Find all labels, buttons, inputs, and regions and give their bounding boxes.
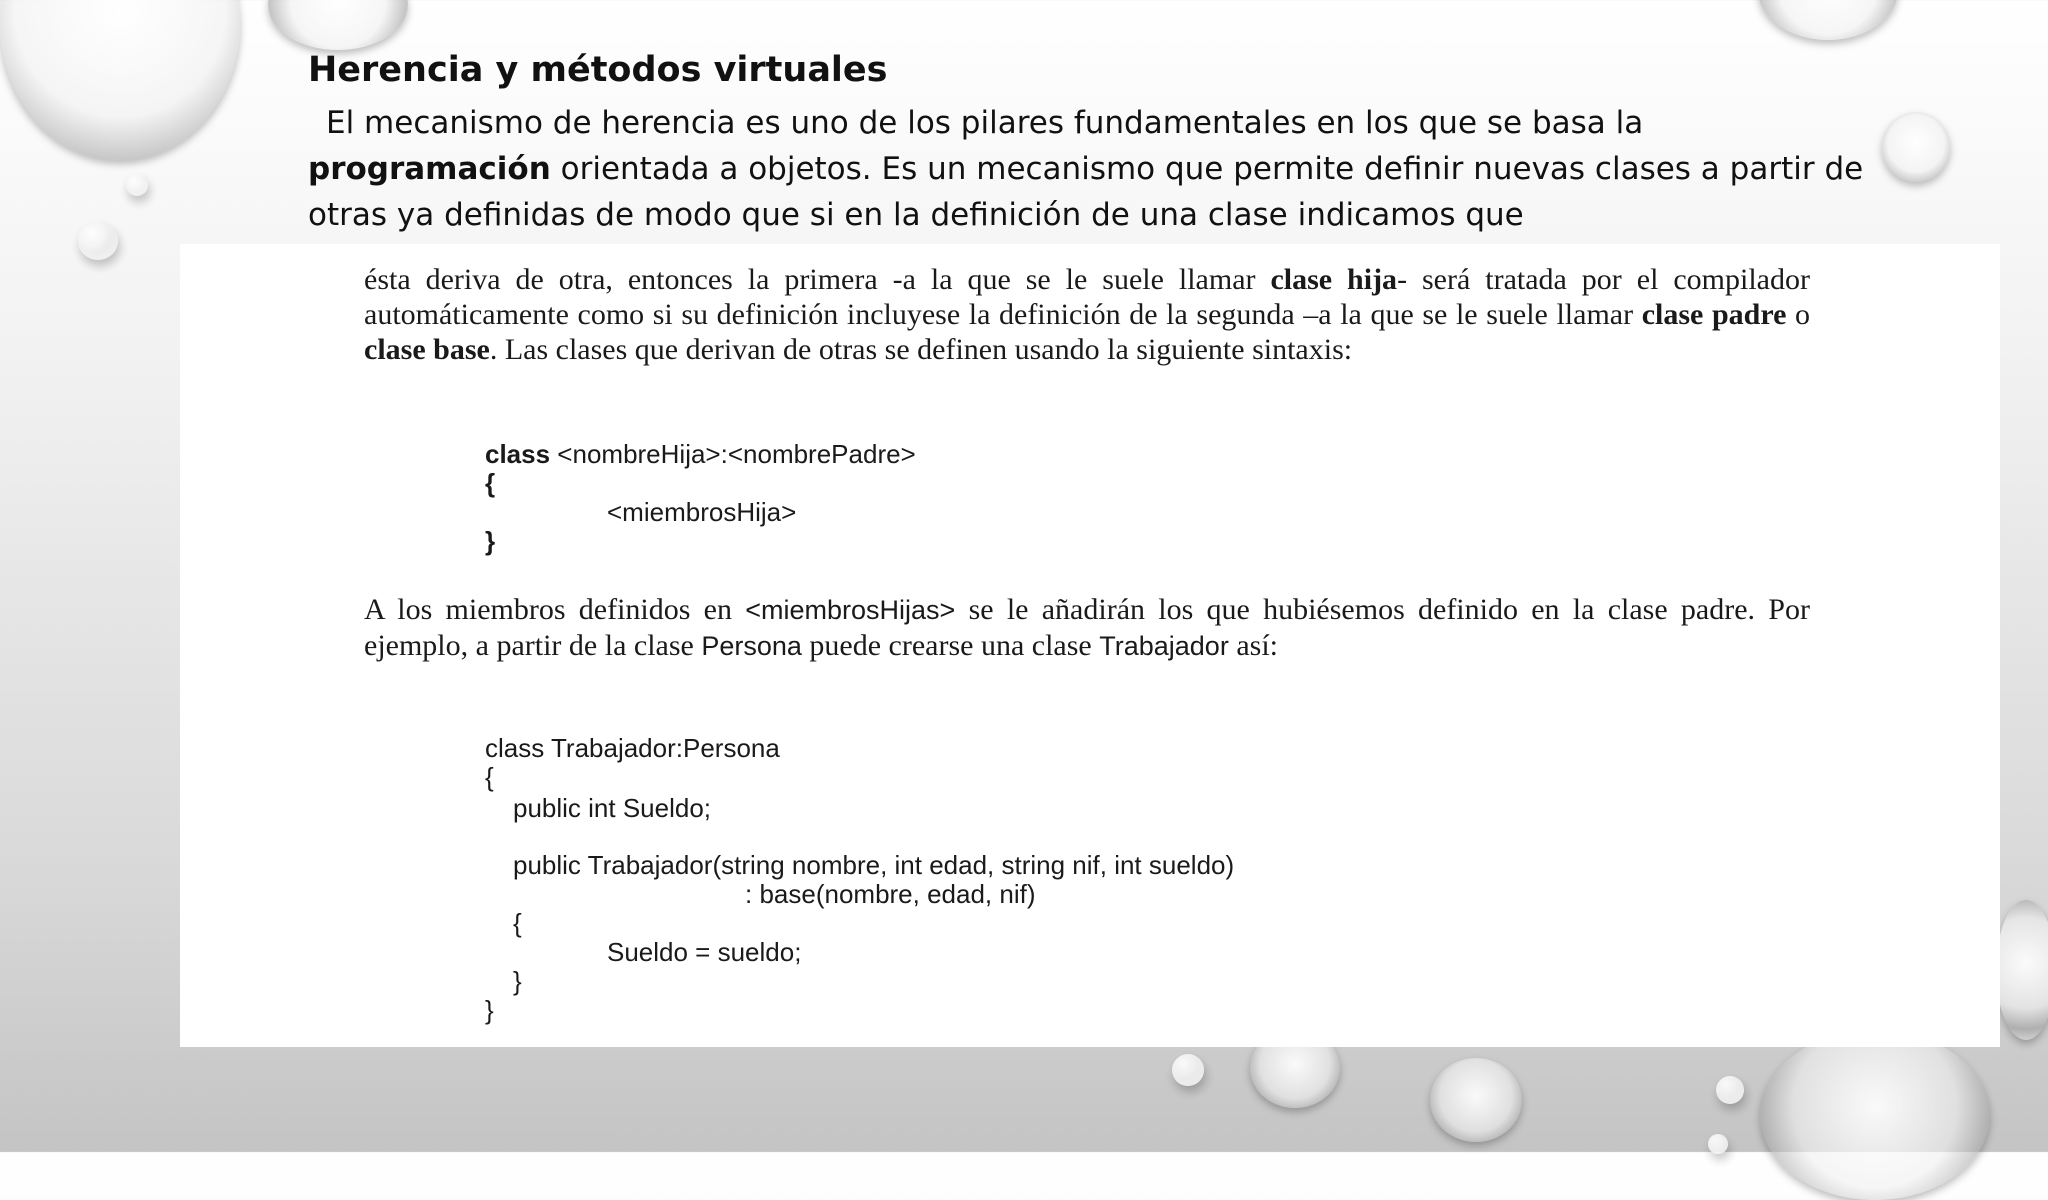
code-line: }: [513, 966, 522, 996]
scan-text: A los miembros definidos en: [364, 593, 746, 626]
syntax-code-block: [485, 440, 916, 556]
water-drop-decoration: [268, 0, 408, 50]
code-line: {: [485, 762, 494, 792]
water-drop-decoration: [78, 222, 118, 260]
intro-bold-term: programación: [308, 151, 551, 187]
intro-paragraph: [308, 100, 1868, 238]
scan-text: ésta deriva de otra, entonces la primera -a la que se le suele llamar: [364, 263, 1271, 296]
intro-text: El mecanismo de herencia es uno de los pilares fundamentales en los que se basa la: [326, 105, 1644, 141]
scanned-content: [364, 262, 1810, 367]
code-keyword: class: [485, 439, 551, 469]
scanned-content-2: [364, 592, 1810, 664]
inline-code: Trabajador: [1099, 631, 1229, 661]
scan-text: así:: [1228, 629, 1278, 662]
code-line: public int Sueldo;: [513, 793, 712, 823]
term-clase-base: clase base: [364, 333, 490, 366]
scan-text: - será tratada por el compilador automáticamente como si su definición incluyese la definición de la segunda –a la que se le suele llamar: [364, 263, 1810, 331]
scanned-text-image: [180, 244, 2000, 1047]
code-brace: }: [485, 526, 496, 556]
code-line: [485, 440, 916, 469]
term-clase-hija: clase hija: [1270, 263, 1398, 296]
slide-title: Herencia y métodos virtuales: [308, 50, 888, 90]
inline-code: Persona: [701, 631, 802, 661]
water-drop-decoration: [1760, 1030, 1990, 1200]
code-line: : base(nombre, edad, nif): [745, 879, 1036, 909]
water-drop-decoration: [1430, 1058, 1522, 1142]
code-line: public Trabajador(string nombre, int edad, string nif, int sueldo): [513, 850, 1235, 880]
scan-text: se le añadirán los que hubiésemos definido en la clase padre. Por ejemplo, a partir de la clase: [364, 593, 1810, 662]
water-drop-decoration: [0, 0, 240, 160]
water-drop-decoration: [1716, 1076, 1744, 1104]
water-drop-decoration: [1882, 112, 1950, 182]
water-drop-decoration: [1758, 0, 1898, 40]
water-drop-decoration: [1172, 1054, 1204, 1086]
inline-code: <miembrosHijas>: [745, 595, 956, 625]
scan-paragraph-1: [364, 262, 1810, 367]
code-text: <nombreHija>:<nombrePadre>: [550, 439, 916, 469]
water-drop-decoration: [1708, 1134, 1728, 1154]
code-line: class Trabajador:Persona: [485, 733, 780, 763]
code-line: [485, 469, 916, 498]
example-code-block: [485, 734, 1234, 1025]
code-brace: {: [485, 468, 496, 498]
term-clase-padre: clase padre: [1641, 298, 1787, 331]
water-drop-decoration: [1996, 900, 2048, 1040]
scan-text: o: [1786, 298, 1811, 331]
code-line: {: [513, 908, 522, 938]
water-drop-decoration: [126, 174, 148, 196]
code-line: }: [485, 995, 494, 1025]
code-line: [485, 527, 916, 556]
code-line: Sueldo = sueldo;: [607, 937, 802, 967]
scan-text: puede crearse una clase: [801, 629, 1100, 662]
scan-paragraph-2: [364, 592, 1810, 664]
code-line: <miembrosHija>: [607, 497, 797, 527]
intro-text-continued: orientada a objetos. Es un mecanismo que permite definir nuevas clases a partir de otras ya definidas de modo que si en la definición de una clase indicamos que: [308, 151, 1864, 233]
scan-text: . Las clases que derivan de otras se definen usando la siguiente sintaxis:: [489, 333, 1353, 366]
